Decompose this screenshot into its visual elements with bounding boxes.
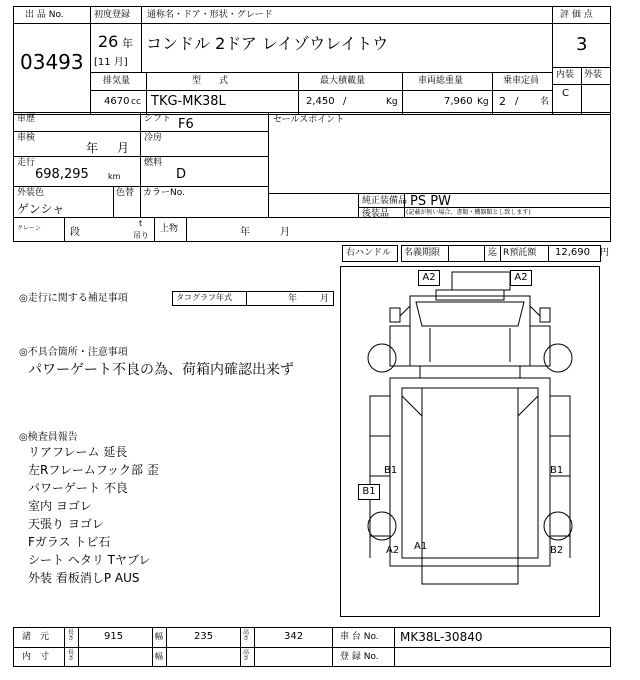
list-item: リアフレーム 延長 xyxy=(28,445,128,459)
divider xyxy=(448,245,449,262)
height-value: 342 xyxy=(284,631,304,642)
divider xyxy=(254,627,255,667)
divider xyxy=(484,245,485,262)
capacity-value: 2 xyxy=(499,95,506,108)
lot-number: 03493 xyxy=(20,50,84,74)
divider xyxy=(500,245,501,262)
driving-notes-title: ◎走行に関する補足事項 xyxy=(19,293,128,304)
divider xyxy=(186,217,187,242)
shift-value: F6 xyxy=(178,117,194,132)
inner-length-label: 長さ xyxy=(68,649,75,662)
height-label: 高さ xyxy=(243,629,250,642)
hoist-month: 月 xyxy=(280,227,290,238)
mileage-label: 走行 xyxy=(17,158,36,168)
factory-equip-label: 純正装備品 xyxy=(362,196,408,206)
dims-label: 諸 元 xyxy=(22,632,50,642)
dot-label: 迄 xyxy=(488,248,498,258)
first-reg-month: [11 月] xyxy=(94,57,128,68)
divider xyxy=(90,72,552,73)
max-load-unit: Kg xyxy=(386,97,398,107)
divider xyxy=(240,627,241,667)
car-name: コンドル 2ドア レイゾウレイトウ xyxy=(146,34,389,53)
inner-dims-label: 内 寸 xyxy=(22,652,50,662)
interior-grade-label: 内装 xyxy=(556,70,575,80)
divider xyxy=(13,23,611,24)
aftermarket-note: (記載が無い場合、書類・機器類とし致します) xyxy=(406,209,531,216)
divider xyxy=(394,627,395,667)
inner-height-label: 高さ xyxy=(243,649,250,662)
damage-marker: B1 xyxy=(384,465,398,476)
factory-equip-value: PS PW xyxy=(410,194,451,209)
tacho-month: 月 xyxy=(320,294,330,304)
list-item: 左Rフレームフック部 歪 xyxy=(28,463,159,477)
max-load-value: 2,450 xyxy=(306,96,335,107)
capacity-label: 乗車定員 xyxy=(503,76,540,86)
chassis-value: MK38L-30840 xyxy=(400,630,483,644)
list-item: 室内 ヨゴレ xyxy=(28,499,92,513)
divider xyxy=(64,627,65,667)
inner-width-label: 幅 xyxy=(155,652,163,661)
recycle-unit: 円 xyxy=(600,248,610,258)
gross-weight-unit: Kg xyxy=(477,97,489,107)
model-label: 通称名・ドア・形状・グレード xyxy=(147,10,273,20)
divider xyxy=(166,627,167,667)
tacho-label: タコグラフ年式 xyxy=(176,293,232,302)
inspector-title: ◎検査員報告 xyxy=(19,432,78,443)
divider xyxy=(64,217,65,242)
score-value: 3 xyxy=(576,34,588,55)
cooler-label: 冷房 xyxy=(144,133,163,143)
divider xyxy=(13,217,611,218)
defect-text: パワーゲート不良の為、荷箱内確認出来ず xyxy=(28,362,294,378)
mileage-unit: km xyxy=(108,172,121,181)
divider xyxy=(154,217,155,242)
crane-ton: t xyxy=(139,219,143,228)
divider xyxy=(152,627,153,667)
divider xyxy=(90,90,552,91)
first-reg-year: 26 xyxy=(98,32,119,51)
gross-weight-value: 7,960 xyxy=(444,96,473,107)
inspection-label: 車検 xyxy=(17,133,36,143)
divider xyxy=(402,72,403,115)
damage-marker: A2 xyxy=(386,545,400,556)
color-code-label: 色替 xyxy=(116,188,135,198)
max-load-label: 最大積載量 xyxy=(320,76,366,86)
divider xyxy=(246,291,247,306)
max-load-sep: / xyxy=(343,96,347,107)
gross-weight-label: 車両総重量 xyxy=(418,76,464,86)
divider xyxy=(358,193,359,217)
width-value: 235 xyxy=(194,631,214,642)
fuel-label: 燃料 xyxy=(144,158,163,168)
recycle-label: R預託額 xyxy=(503,248,537,258)
first-reg-label: 初度登録 xyxy=(94,10,131,20)
reg-no-label: 登 録 No. xyxy=(340,652,379,662)
divider xyxy=(140,186,141,217)
divider xyxy=(113,186,114,217)
sales-point-label: セールスポイント xyxy=(273,115,345,125)
capacity-unit: 名 xyxy=(540,97,550,107)
ext-color-value: ゲンシャ xyxy=(17,202,65,216)
damage-marker: B1 xyxy=(358,484,380,500)
first-reg-year-unit: 年 xyxy=(122,37,133,50)
inspection-year-unit: 年 xyxy=(86,141,99,155)
history-label: 車歴 xyxy=(17,114,36,124)
width-label: 幅 xyxy=(155,632,163,641)
divider xyxy=(141,6,142,72)
divider xyxy=(13,647,611,648)
displacement-unit: cc xyxy=(131,97,141,107)
displacement-value: 4670 xyxy=(104,96,130,107)
recycle-value: 12,690 xyxy=(555,247,590,258)
aftermarket-label: 後装品 xyxy=(362,209,390,219)
exterior-grade-label: 外装 xyxy=(584,70,603,80)
chassis-label: 車 台 No. xyxy=(340,632,379,642)
name-change-label: 名義期限 xyxy=(404,248,441,258)
shift-label: シフト xyxy=(144,114,172,124)
list-item: Fガラス トビ石 xyxy=(28,535,111,549)
damage-marker: A2 xyxy=(418,270,440,286)
fuel-value: D xyxy=(176,167,187,182)
hoist-label: 上物 xyxy=(160,224,179,234)
divider xyxy=(548,245,549,262)
score-label: 評 価 点 xyxy=(560,10,593,20)
capacity-sep: / xyxy=(515,96,519,107)
hoist-year: 年 xyxy=(240,227,250,238)
inspection-month-unit: 月 xyxy=(117,141,130,155)
model-code-value: TKG-MK38L xyxy=(151,94,226,109)
mileage-value: 698,295 xyxy=(35,167,89,182)
divider xyxy=(358,207,611,208)
right-handle-label: 右ハンドル xyxy=(346,248,392,258)
ext-color-label: 外装色 xyxy=(17,188,45,198)
list-item: シート ヘタリ Tヤブレ xyxy=(28,553,151,567)
divider xyxy=(581,67,582,115)
divider xyxy=(332,627,333,667)
list-item: パワーゲート 不良 xyxy=(28,481,128,495)
damage-marker: B2 xyxy=(550,545,564,556)
crane-label: クレーン xyxy=(17,225,41,232)
list-item: 天張り ヨゴレ xyxy=(28,517,104,531)
crane-hoist: 吊り xyxy=(133,231,149,240)
damage-marker: A2 xyxy=(510,270,532,286)
model-code-label: 型 式 xyxy=(192,76,229,86)
divider xyxy=(13,131,268,132)
divider xyxy=(492,72,493,115)
divider xyxy=(13,156,268,157)
divider xyxy=(140,112,141,187)
interior-grade-value: C xyxy=(562,88,569,99)
divider xyxy=(298,72,299,115)
color-no-label: カラーNo. xyxy=(143,188,185,198)
tacho-year: 年 xyxy=(288,294,298,304)
damage-marker: B1 xyxy=(550,465,564,476)
displacement-label: 排気量 xyxy=(103,76,131,86)
divider xyxy=(78,627,79,667)
list-item: 外装 看板消しP AUS xyxy=(28,571,140,585)
defect-title: ◎不具合箇所・注意事項 xyxy=(19,347,128,358)
lot-label: 出 品 No. xyxy=(25,10,64,20)
crane-dan: 段 xyxy=(70,227,80,238)
divider xyxy=(146,72,147,115)
length-label: 長さ xyxy=(68,629,75,642)
length-value: 915 xyxy=(104,631,124,642)
truck-diagram xyxy=(340,266,600,617)
damage-marker: A1 xyxy=(414,541,428,552)
divider xyxy=(268,112,269,217)
